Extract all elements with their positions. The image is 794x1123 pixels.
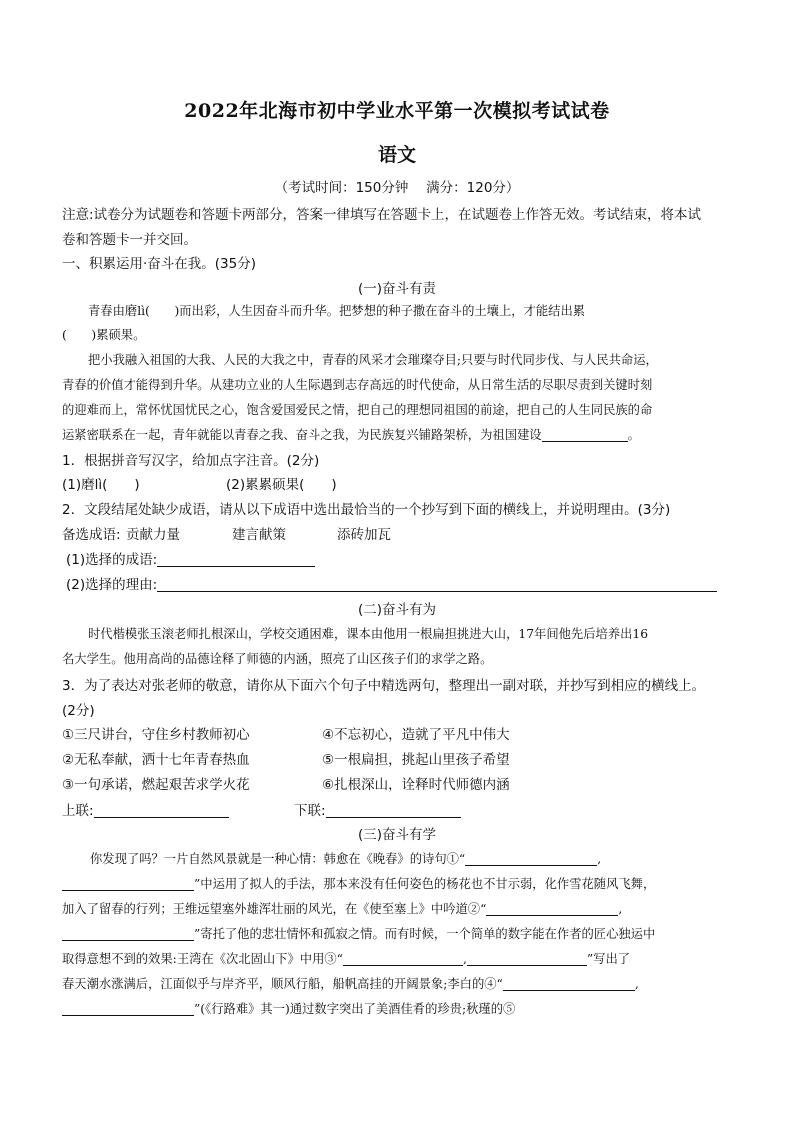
q3-option-3: ③一句承诺，燃起艰苦求学火花: [62, 777, 250, 793]
q2-line-1-label: (1)选择的成语:: [66, 552, 158, 568]
q3-stem-line1: 3．为了表达对张老师的敬意，请你从下面六个句子中精选两句，整理出一副对联，并抄写到相应的横线上。: [62, 678, 706, 694]
q1-part-a: (1)磨lì( ): [62, 477, 140, 493]
poem-blank-2b[interactable]: [62, 926, 194, 941]
q3-upper-label: 上联:: [62, 803, 94, 819]
poem-blank-3b[interactable]: [467, 951, 587, 966]
subject-title: 语文: [377, 144, 416, 166]
sec3-line5: [62, 949, 630, 967]
q3-option-6: ⑥扎根深山，诠释时代师德内涵: [322, 777, 510, 793]
sec3-line1-text: 你发现了吗？一片自然风景就是一种心情：韩愈在《晚春》的诗句①“: [90, 852, 466, 866]
poem-blank-1a[interactable]: [465, 851, 597, 866]
poem-blank-4a[interactable]: [503, 976, 635, 991]
sec1-para2-line2: 青春的价值才能得到升华。从建功立业的人生际遇到志存高远的时代使命，从日常生活的尽职尽责到关键时刻: [62, 378, 653, 392]
q3-upper-line: [62, 799, 229, 819]
sec3-line5-text: 取得意想不到的效果:王湾在《次北固山下》中用③“: [62, 952, 343, 966]
sec3-line4: [62, 924, 655, 942]
sec3-line2: [62, 874, 655, 892]
sec3-line3-text: 加入了留春的行列；王维远望塞外雄浑壮丽的风光，在《使至塞上》中吟道②“: [62, 902, 487, 916]
q2-option-2: 建言献策: [232, 527, 286, 543]
sec3-line5-end: ”写出了: [586, 952, 631, 966]
q3-option-4: ④不忘初心，造就了平凡中伟大: [322, 727, 510, 743]
q3-option-5: ⑤一根扁担，挑起山里孩子希望: [322, 752, 510, 768]
q3-option-1: ①三尺讲台，守住乡村教师初心: [62, 727, 250, 743]
sec3-line3-comma: ,: [618, 902, 623, 916]
section-3-title: (三)奋斗有学: [357, 827, 437, 843]
q3-option-2: ②无私奉献，洒十七年青春热血: [62, 752, 250, 768]
exam-title: 2022年北海市初中学业水平第一次模拟考试试卷: [184, 100, 610, 122]
section-1-title: (一)奋斗有责: [357, 281, 437, 297]
poem-blank-4b[interactable]: [62, 1001, 194, 1016]
q2-option-3: 添砖加瓦: [337, 527, 391, 543]
sec3-line6-text: 春天潮水涨满后，江面似乎与岸齐平，顺风行船，船帆高挂的开阔景象;李白的④“: [62, 977, 503, 991]
sec1-para1-line2: ( )累硕果。: [62, 328, 146, 342]
poem-blank-2a[interactable]: [486, 901, 618, 916]
sec1-para2-line4-end: 。: [627, 428, 640, 442]
answer-blank[interactable]: [542, 427, 628, 442]
sec1-para1-line1: 青春由磨lì( )而出彩，人生因奋斗而升华。把梦想的种子撒在奋斗的土壤上，才能结出累: [88, 304, 586, 318]
sec1-para2-line1: 把小我融入祖国的大我、人民的大我之中，青春的风采才会璀璨夺目;只要与时代同步伐、与人民共命运，: [88, 353, 658, 367]
sec3-line6-comma: ,: [634, 977, 639, 991]
sec1-para2-line4-text: 运紧密联系在一起，青年就能以青春之我、奋斗之我，为民族复兴铺路架桥，为祖国建设: [62, 428, 542, 442]
sec3-line7: [62, 999, 515, 1017]
q2-line-2: [66, 573, 717, 593]
sec3-line5-comma: ,: [462, 952, 467, 966]
q2-stem: 2．文段结尾处缺少成语，请从以下成语中选出最恰当的一个抄写到下面的横线上，并说明理由。(3分): [62, 502, 671, 518]
sec3-line1-comma: ,: [597, 852, 602, 866]
sec3-line4-text: ”寄托了他的悲壮情怀和孤寂之情。而有时候，一个简单的数字能在作者的匠心独运中: [194, 927, 656, 941]
q3-lower-label: 下联:: [294, 803, 326, 819]
q1-stem: 1．根据拼音写汉字，给加点字注音。(2分): [62, 453, 320, 469]
q1-part-b: (2)累累硕果( ): [226, 477, 337, 493]
sec1-para2-line4: [62, 425, 640, 443]
section-2-title: (二)奋斗有为: [357, 602, 437, 618]
sec1-para2-line3: 的迎难而上，常怀忧国忧民之心，饱含爱国爱民之情，把自己的理想同祖国的前途，把自己的人生同民族的命: [62, 403, 653, 417]
exam-info: （考试时间：150分钟 满分：120分）: [274, 180, 520, 196]
sec3-line6: [62, 974, 639, 992]
sec3-line1: [90, 849, 601, 867]
notice-line-1: 注意:试卷分为试题卷和答题卡两部分，答案一律填写在答题卡上，在试题卷上作答无效。考试结束，将本试: [62, 207, 702, 223]
poem-blank-3a[interactable]: [343, 951, 463, 966]
q3-stem-line2: (2分): [62, 703, 95, 719]
sec3-line7-text: ”(《行路难》其一)通过数字突出了美酒佳肴的珍贵;秋瑾的⑤: [194, 1002, 516, 1016]
sec2-para-line2: 名大学生。他用高尚的品德诠释了师德的内涵，照亮了山区孩子们的求学之路。: [62, 652, 493, 666]
notice-line-2: 卷和答题卡一并交回。: [62, 232, 197, 248]
q2-options-label: 备选成语:: [62, 527, 121, 543]
lower-couplet-blank[interactable]: [326, 803, 461, 818]
sec2-para-line1: 时代楷模张玉滚老师扎根深山，学校交通困难，课本由他用一根扁担挑进大山，17年间他先后培养出16: [88, 627, 649, 641]
sec3-line2-text: ”中运用了拟人的手法，那本来没有任何姿色的杨花也不甘示弱，化作雪花随风飞舞，: [194, 877, 656, 891]
q3-lower-line: [294, 799, 461, 819]
q2-option-1: 贡献力量: [126, 527, 180, 543]
q2-reason-blank[interactable]: [157, 577, 717, 592]
sec3-line3: [62, 899, 622, 917]
q2-line-2-label: (2)选择的理由:: [66, 577, 158, 593]
poem-blank-1b[interactable]: [62, 876, 194, 891]
q2-idiom-blank[interactable]: [157, 552, 315, 567]
part1-heading: 一、积累运用·奋斗在我。(35分): [62, 256, 257, 272]
q2-line-1: [66, 548, 315, 568]
upper-couplet-blank[interactable]: [94, 803, 229, 818]
